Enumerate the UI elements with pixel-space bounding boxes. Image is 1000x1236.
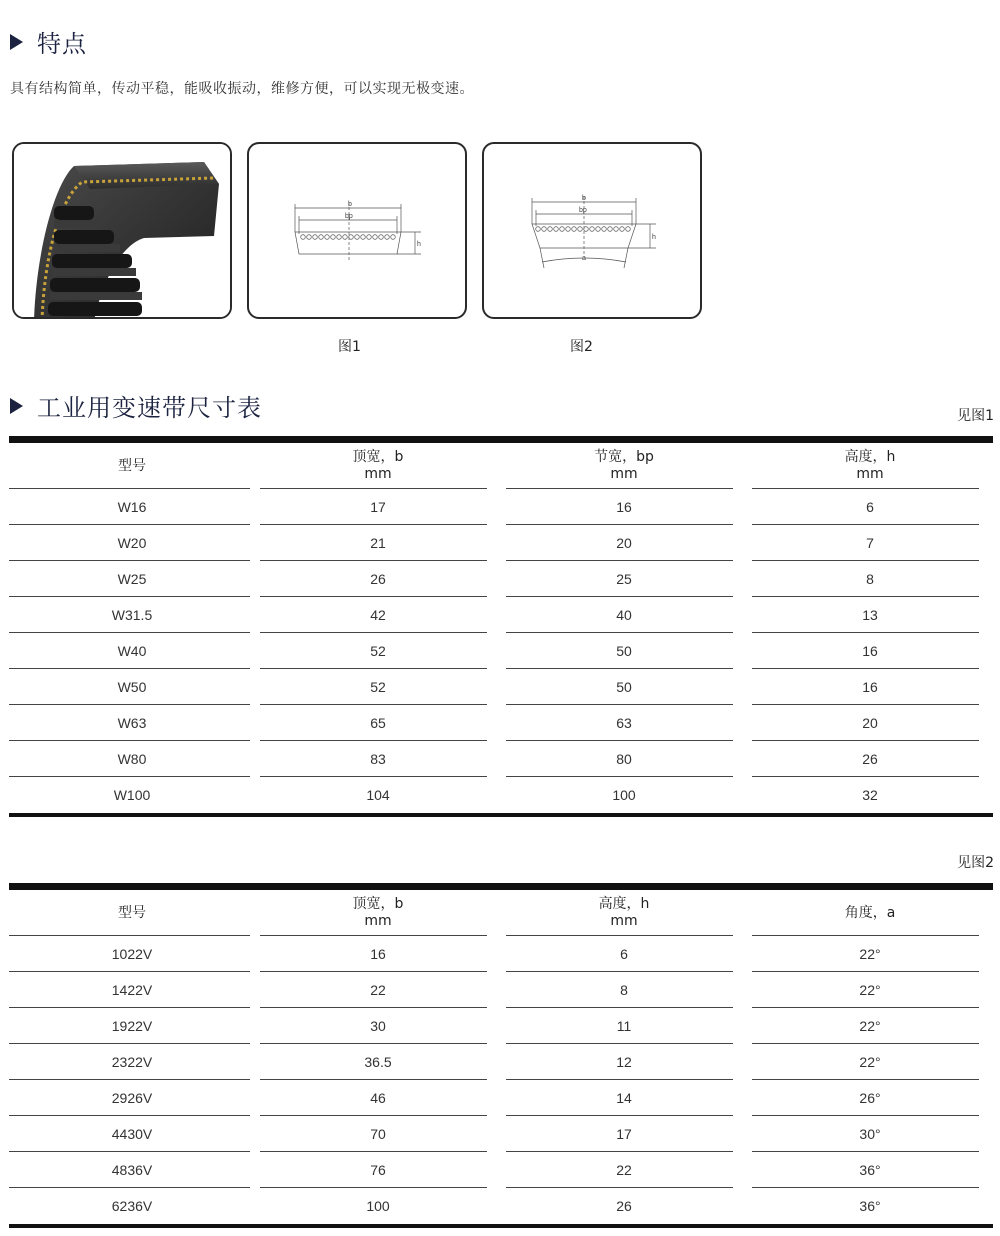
- table-cell: 20: [747, 705, 993, 741]
- table-cell: 8: [747, 561, 993, 597]
- table-cell: 22°: [747, 1008, 993, 1044]
- table-row: [9, 1188, 993, 1224]
- table-cell: 20: [501, 525, 747, 561]
- table-top-rule: [9, 883, 993, 890]
- table-cell: 4430V: [9, 1116, 255, 1152]
- table-cell: 22°: [747, 1044, 993, 1080]
- table-cell: 16: [747, 669, 993, 705]
- table-row: [9, 777, 993, 813]
- belt-cross-section-diagram-1: [249, 144, 467, 319]
- label-h: h: [417, 241, 421, 248]
- header-cell: 顶宽，b mm: [255, 443, 501, 489]
- table-cell: 65: [255, 705, 501, 741]
- table-cell: 1022V: [9, 936, 255, 972]
- table-cell: 12: [501, 1044, 747, 1080]
- table-bottom-rule: [9, 813, 993, 817]
- table-cell: 50: [501, 669, 747, 705]
- table-cell: 42: [255, 597, 501, 633]
- table-row: [9, 489, 993, 525]
- table-cell: W16: [9, 489, 255, 525]
- table-cell: W25: [9, 561, 255, 597]
- table-cell: 11: [501, 1008, 747, 1044]
- table-cell: 36.5: [255, 1044, 501, 1080]
- header-cell: 角度，a: [747, 890, 993, 936]
- table-cell: 8: [501, 972, 747, 1008]
- table-cell: 17: [255, 489, 501, 525]
- table-cell: 30°: [747, 1116, 993, 1152]
- size-table-heading: [10, 388, 262, 423]
- header-cell: 顶宽，b mm: [255, 890, 501, 936]
- table-cell: W80: [9, 741, 255, 777]
- table-row: [9, 1152, 993, 1188]
- table-cell: 30: [255, 1008, 501, 1044]
- table-cell: 80: [501, 741, 747, 777]
- table-cell: 26: [255, 561, 501, 597]
- table-cell: 26: [747, 741, 993, 777]
- triangle-bullet-icon: [10, 398, 23, 414]
- table-row: [9, 669, 993, 705]
- features-title: 特点: [37, 30, 87, 58]
- table-cell: 17: [501, 1116, 747, 1152]
- table-cell: W100: [113, 786, 151, 803]
- table-cell: 104: [366, 786, 390, 803]
- table-cell: 1422V: [9, 972, 255, 1008]
- belt-photo: [12, 142, 232, 319]
- table-cell: 4836V: [9, 1152, 255, 1188]
- table-header-row: [9, 443, 993, 489]
- triangle-bullet-icon: [10, 34, 23, 50]
- table-cell: 52: [255, 633, 501, 669]
- label-bp: bp: [579, 207, 587, 214]
- belt-cross-section-diagram-2: [484, 144, 702, 319]
- table-header-row: [9, 890, 993, 936]
- label-a: a: [582, 255, 586, 262]
- header-cell: 节宽，bp mm: [501, 443, 747, 489]
- table-row: [9, 633, 993, 669]
- table-cell: 70: [255, 1116, 501, 1152]
- cogged-belt-illustration: [14, 144, 232, 319]
- table-cell: 2322V: [9, 1044, 255, 1080]
- table-row: [9, 525, 993, 561]
- table-cell: 26°: [747, 1080, 993, 1116]
- table-cell: 22°: [747, 972, 993, 1008]
- label-bp: bp: [345, 213, 353, 220]
- table-cell: 22°: [747, 936, 993, 972]
- table-row: [9, 972, 993, 1008]
- table-cell: 36°: [859, 1197, 881, 1214]
- table-cell: 1922V: [9, 1008, 255, 1044]
- v-series-size-table: [9, 883, 993, 1228]
- table-cell: 52: [255, 669, 501, 705]
- table-row: [9, 1044, 993, 1080]
- table-cell: 6236V: [111, 1197, 153, 1214]
- table-cell: 83: [255, 741, 501, 777]
- table-cell: 36°: [747, 1152, 993, 1188]
- table-row: [9, 936, 993, 972]
- table-cell: 26: [616, 1197, 632, 1214]
- label-h: h: [652, 234, 656, 241]
- size-table-title: 工业用变速带尺寸表: [37, 394, 262, 422]
- table-cell: 100: [366, 1197, 390, 1214]
- table-cell: 22: [501, 1152, 747, 1188]
- table-row: [9, 741, 993, 777]
- table-cell: 6: [747, 489, 993, 525]
- table-cell: 46: [255, 1080, 501, 1116]
- features-heading: [10, 24, 87, 59]
- table-bottom-rule: [9, 1224, 993, 1228]
- table-row: [9, 1116, 993, 1152]
- table-cell: W31.5: [9, 597, 255, 633]
- header-cell: 高度，h mm: [747, 443, 993, 489]
- table-row: [9, 1008, 993, 1044]
- table-cell: 16: [255, 936, 501, 972]
- table-cell: W40: [9, 633, 255, 669]
- table-cell: 40: [501, 597, 747, 633]
- table-cell: W63: [9, 705, 255, 741]
- table-cell: 76: [255, 1152, 501, 1188]
- figure2-diagram: [482, 142, 702, 319]
- table1-see-figure: 见图1: [957, 408, 994, 424]
- table-cell: 22: [255, 972, 501, 1008]
- header-cell: 型号: [9, 443, 255, 489]
- label-b: b: [348, 201, 352, 208]
- table-cell: 100: [612, 786, 636, 803]
- figure1-caption: 图1: [338, 339, 361, 355]
- features-description: 具有结构简单，传动平稳，能吸收振动，维修方便，可以实现无极变速。: [10, 81, 474, 97]
- table-cell: 25: [501, 561, 747, 597]
- label-b: b: [582, 195, 586, 202]
- table2-see-figure: 见图2: [957, 855, 994, 871]
- table-cell: 21: [255, 525, 501, 561]
- figure2-caption: 图2: [570, 339, 593, 355]
- w-series-size-table: [9, 436, 993, 817]
- table-cell: 2926V: [9, 1080, 255, 1116]
- figure1-diagram: [247, 142, 467, 319]
- table-cell: 7: [747, 525, 993, 561]
- table-cell: 16: [747, 633, 993, 669]
- table-cell: 16: [501, 489, 747, 525]
- table-cell: 13: [747, 597, 993, 633]
- table-cell: W20: [9, 525, 255, 561]
- header-cell: 型号: [9, 890, 255, 936]
- table-top-rule: [9, 436, 993, 443]
- table-cell: 63: [501, 705, 747, 741]
- table-row: [9, 597, 993, 633]
- table-row: [9, 705, 993, 741]
- header-cell: 高度，h mm: [501, 890, 747, 936]
- table-row: [9, 561, 993, 597]
- table-body: [9, 489, 993, 813]
- table-cell: 6: [501, 936, 747, 972]
- table-row: [9, 1080, 993, 1116]
- table-cell: 32: [862, 786, 878, 803]
- table-cell: 14: [501, 1080, 747, 1116]
- table-cell: W50: [9, 669, 255, 705]
- table-cell: 50: [501, 633, 747, 669]
- table-body: [9, 936, 993, 1224]
